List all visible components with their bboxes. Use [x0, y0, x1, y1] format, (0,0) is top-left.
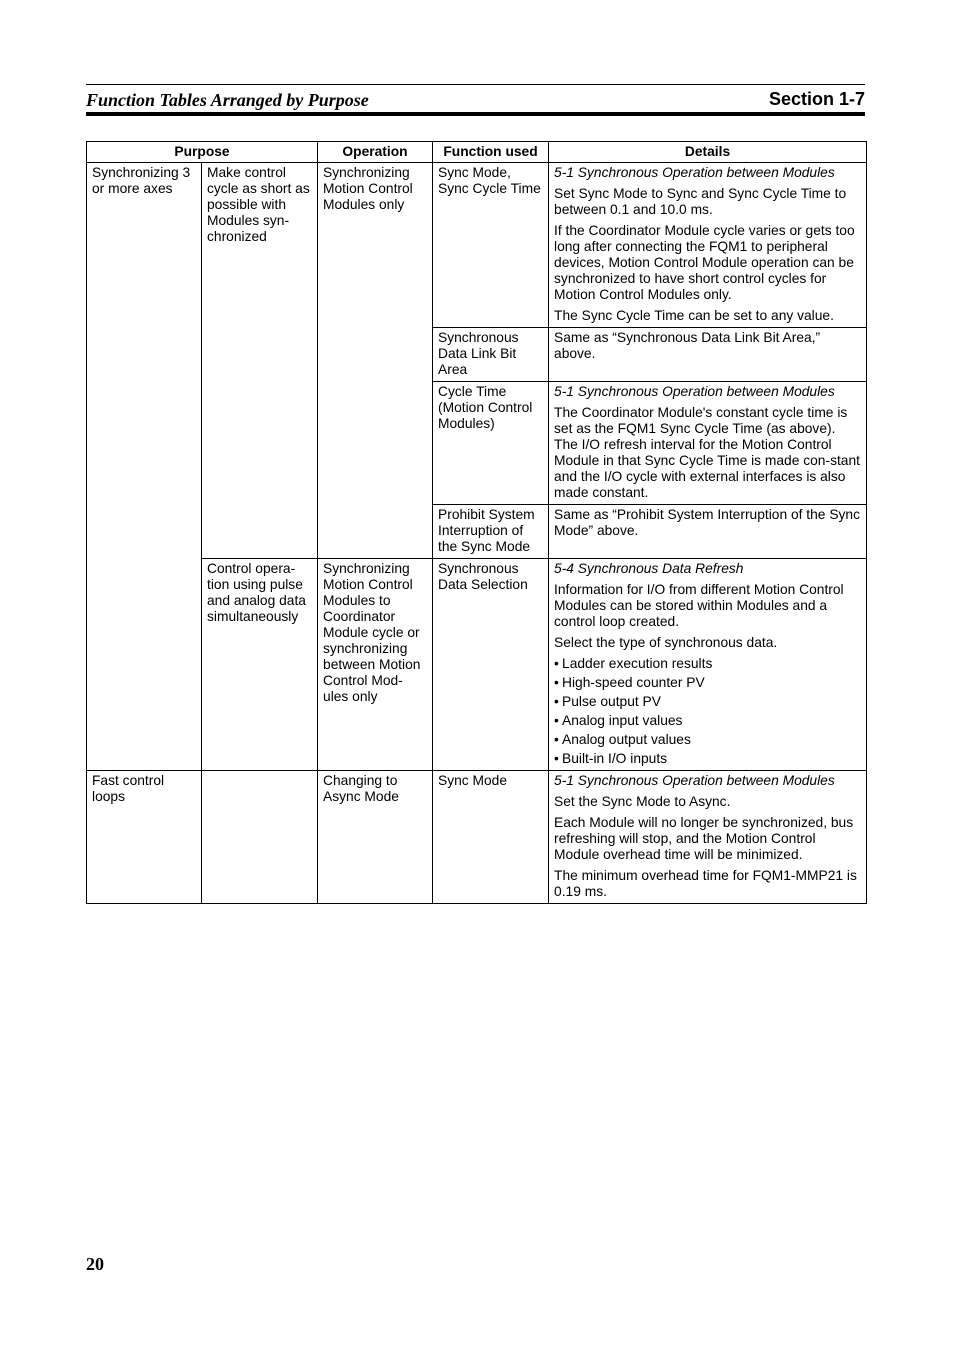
function-cell: Cycle Time (Motion Control Modules): [433, 382, 549, 505]
details-text: Each Module will no longer be synchronized, bus refreshing will stop, and the Motion Control Module overhead time will be minimized.: [554, 815, 854, 862]
reference-text: 5-1 Synchronous Operation between Modules: [554, 384, 835, 399]
sub-purpose-cell: [202, 771, 318, 904]
header-rule: [86, 112, 865, 116]
list-item: • Built-in I/O inputs: [554, 751, 668, 766]
header-title: Function Tables Arranged by Purpose: [86, 90, 369, 110]
function-cell: Prohibit System Interruption of the Sync Mode: [433, 505, 549, 559]
list-item-text: Analog input values: [562, 713, 683, 728]
details-cell: [549, 559, 867, 771]
reference-text: 5-1 Synchronous Operation between Modules: [554, 773, 835, 788]
details-text: Information for I/O from different Motion Control Modules can be stored within Modules and a control loop created.: [554, 582, 844, 629]
details-text: Same as “Prohibit System Interruption of the Sync Mode” above.: [554, 507, 860, 538]
list-item-text: Built-in I/O inputs: [562, 751, 668, 766]
details-text: If the Coordinator Module cycle varies or gets too long after connecting the FQM1 to peripheral devices, Motion Control Module operation can be synchronized to have short control cycles for Motion Control Modules only.: [554, 223, 855, 302]
page-header: [86, 88, 865, 112]
table-row: [87, 163, 867, 328]
list-item: • Ladder execution results: [554, 656, 713, 671]
details-text: The minimum overhead time for FQM1-MMP21 is 0.19 ms.: [554, 868, 857, 899]
function-table: [86, 141, 867, 904]
section-label: Section 1-7: [768, 89, 865, 109]
column-header-function-used: Function used: [433, 142, 549, 163]
page-number: 20: [86, 1254, 104, 1274]
column-header-operation: Operation: [318, 142, 433, 163]
list-item: • Pulse output PV: [554, 694, 661, 709]
function-cell: Synchronous Data Selection: [433, 559, 549, 771]
table-header-row: [87, 142, 867, 163]
list-item: • Analog input values: [554, 713, 683, 728]
details-text: The Sync Cycle Time can be set to any value.: [554, 308, 834, 323]
purpose-cell: Synchronizing 3 or more axes: [87, 163, 202, 771]
column-header-purpose: Purpose: [87, 142, 318, 163]
operation-cell: Changing to Async Mode: [318, 771, 433, 904]
top-rule: [86, 84, 865, 85]
sub-purpose-cell: Make control cycle as short as possible with Modules syn-chronized: [202, 163, 318, 559]
function-cell: Synchronous Data Link Bit Area: [433, 328, 549, 382]
details-cell: [549, 505, 867, 559]
details-cell: [549, 382, 867, 505]
details-text: The Coordinator Module's constant cycle time is set as the FQM1 Sync Cycle Time (as above). The I/O refresh interval for the Motion Control Module in that Sync Cycle Time is made con-stant and the I/O cycle with external interfaces is also made constant.: [554, 405, 860, 500]
list-item: • High-speed counter PV: [554, 675, 705, 690]
details-text: Select the type of synchronous data.: [554, 635, 778, 650]
sub-purpose-cell: Control opera-tion using pulse and analog data simultaneously: [202, 559, 318, 771]
table-row: [87, 559, 867, 771]
reference-text: 5-4 Synchronous Data Refresh: [554, 561, 744, 576]
list-item-text: High-speed counter PV: [562, 675, 705, 690]
operation-cell: Synchronizing Motion Control Modules only: [318, 163, 433, 559]
function-cell: Sync Mode: [433, 771, 549, 904]
list-item-text: Pulse output PV: [562, 694, 661, 709]
reference-text: 5-1 Synchronous Operation between Modules: [554, 165, 835, 180]
function-cell: Sync Mode, Sync Cycle Time: [433, 163, 549, 328]
list-item-text: Ladder execution results: [562, 656, 713, 671]
details-text: Set the Sync Mode to Async.: [554, 794, 731, 809]
table-row: [87, 771, 867, 904]
purpose-cell: Fast control loops: [87, 771, 202, 904]
details-cell: [549, 771, 867, 904]
details-cell: [549, 328, 867, 382]
column-header-details: Details: [549, 142, 867, 163]
details-text: Set Sync Mode to Sync and Sync Cycle Time to between 0.1 and 10.0 ms.: [554, 186, 847, 217]
details-text: Same as “Synchronous Data Link Bit Area,” above.: [554, 330, 821, 361]
list-item: • Analog output values: [554, 732, 691, 747]
list-item-text: Analog output values: [562, 732, 691, 747]
synchronous-data-list: [554, 656, 862, 767]
details-cell: [549, 163, 867, 328]
operation-cell: Synchronizing Motion Control Modules to Coordinator Module cycle or synchronizing between Motion Control Mod-ules only: [318, 559, 433, 771]
